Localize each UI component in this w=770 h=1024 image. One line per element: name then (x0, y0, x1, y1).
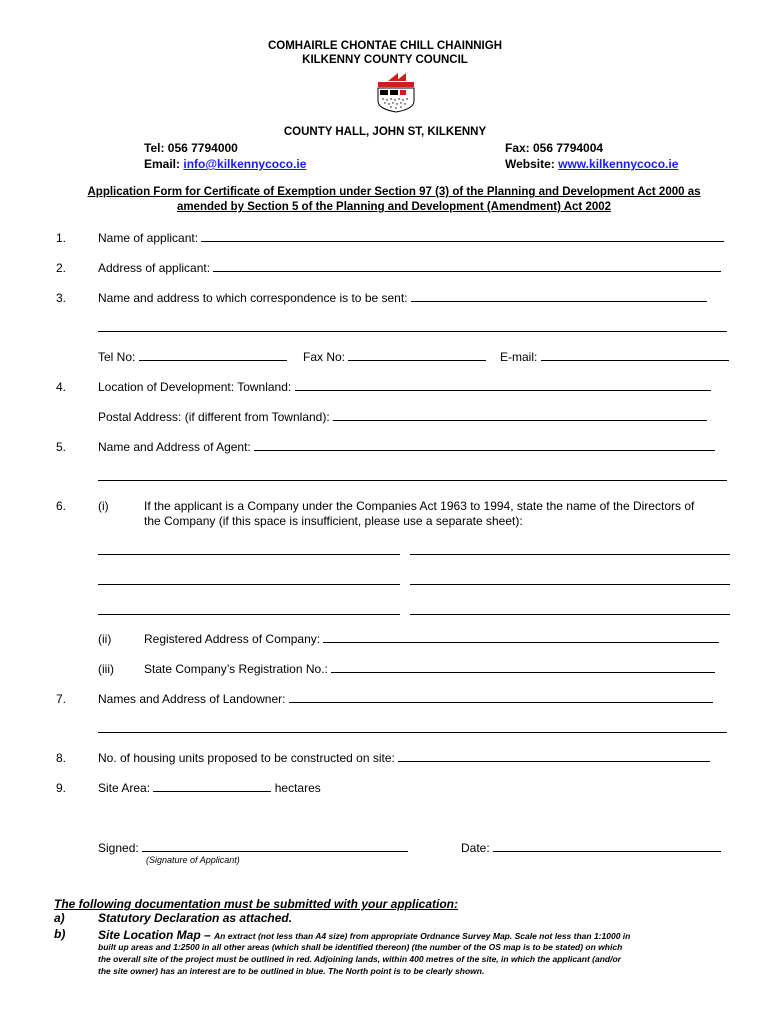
form-title-line1: Application Form for Certificate of Exemption under Section 97 (3) of the Planning and Development Act 2000 as (87, 186, 701, 198)
postal-address-row (98, 410, 707, 424)
housing-units-row (98, 751, 710, 765)
registration-no-row (144, 662, 715, 676)
landowner-label: Names and Address of Landowner: (98, 692, 286, 706)
correspondence-row (98, 291, 707, 305)
applicant-name-row (98, 231, 724, 245)
agent-field-line2[interactable] (98, 480, 727, 481)
website-label: Website: (505, 157, 559, 171)
townland-row (98, 380, 711, 394)
directors-instruction-line1: If the applicant is a Company under the Companies Act 1963 to 1994, state the name of the Directors of (144, 499, 695, 513)
contact-fax: Fax: 056 7794004 (505, 141, 604, 155)
site-area-field[interactable] (153, 790, 271, 792)
applicant-name-label: Name of applicant: (98, 231, 199, 245)
fax-row (303, 350, 486, 364)
registered-address-field[interactable] (323, 641, 719, 643)
item-number-1: 1. (56, 231, 67, 245)
fax-field[interactable] (348, 359, 486, 361)
site-area-label: Site Area: (98, 781, 151, 795)
date-row (461, 841, 721, 855)
council-address: COUNTY HALL, JOHN ST, KILKENNY (283, 126, 487, 138)
agent-row (98, 440, 715, 454)
item-number-8: 8. (56, 751, 67, 765)
date-field[interactable] (493, 850, 721, 852)
applicant-address-label: Address of applicant: (98, 261, 211, 275)
doc-b-text-line3: the overall site of the project must be outlined in red. Adjoining lands, within 400 metres of the site, in which the applicant (and/or (98, 954, 621, 964)
signature-field[interactable] (142, 850, 408, 852)
registration-no-label: State Company’s Registration No.: (144, 662, 328, 676)
email-row (500, 350, 729, 364)
signed-label: Signed: (98, 841, 139, 855)
email-link[interactable]: info@kilkennycoco.ie (183, 157, 307, 171)
doc-b-title: Site Location Map (98, 928, 201, 942)
townland-field[interactable] (295, 389, 711, 391)
council-name-english: KILKENNY COUNTY COUNCIL (302, 54, 468, 66)
item-number-5: 5. (56, 440, 67, 454)
date-label: Date: (461, 841, 490, 855)
landowner-field[interactable] (289, 701, 713, 703)
director-field-1[interactable] (98, 554, 400, 555)
council-crest-logo (374, 71, 418, 113)
contact-tel: Tel: 056 7794000 (144, 141, 238, 155)
applicant-address-row (98, 261, 721, 275)
doc-b-label: b) (54, 927, 66, 941)
email-field[interactable] (541, 359, 729, 361)
site-area-row (98, 781, 321, 795)
item-number-9: 9. (56, 781, 67, 795)
correspondence-field[interactable] (411, 300, 707, 302)
form-title-line2: amended by Section 5 of the Planning and Development (Amendment) Act 2002 (176, 201, 612, 213)
fax-label: Fax No: (303, 350, 346, 364)
signed-row (98, 841, 408, 855)
correspondence-label: Name and address to which correspondence is to be sent: (98, 291, 408, 305)
landowner-row (98, 692, 713, 706)
director-field-6[interactable] (410, 614, 730, 615)
tel-field[interactable] (139, 359, 287, 361)
doc-a-label: a) (54, 911, 65, 925)
doc-b-text-line4: the site owner) has an interest are to be outlined in blue. The North point is to be clearly shown. (98, 966, 485, 976)
contact-website-row (505, 157, 678, 171)
townland-label: Location of Development: Townland: (98, 380, 292, 394)
postal-address-label: Postal Address: (if different from Townland): (98, 410, 330, 424)
website-link[interactable]: www.kilkennycoco.ie (558, 157, 679, 171)
email-field-label: E-mail: (500, 350, 538, 364)
directors-instruction-line2: the Company (if this space is insufficient, please use a separate sheet): (144, 514, 523, 528)
registered-address-label: Registered Address of Company: (144, 632, 321, 646)
item-number-6: 6. (56, 499, 67, 513)
item-number-2: 2. (56, 261, 67, 275)
item-number-3: 3. (56, 291, 67, 305)
item-number-4: 4. (56, 380, 67, 394)
correspondence-field-line2[interactable] (98, 331, 727, 332)
agent-field[interactable] (254, 449, 715, 451)
housing-units-label: No. of housing units proposed to be constructed on site: (98, 751, 395, 765)
landowner-field-line2[interactable] (98, 732, 727, 733)
postal-address-field[interactable] (333, 419, 707, 421)
email-label: Email: (144, 157, 184, 171)
council-name-irish: COMHAIRLE CHONTAE CHILL CHAINNIGH (267, 40, 503, 52)
doc-a-text: Statutory Declaration as attached. (98, 911, 293, 925)
director-field-5[interactable] (98, 614, 400, 615)
doc-b-text-line2: built up areas and 1:2500 in all other areas (which shall be identified thereon) (the number of the OS map is to be stated) on which (98, 942, 623, 952)
registration-no-field[interactable] (331, 671, 715, 673)
doc-b-text-line1: An extract (not less than A4 size) from appropriate Ordnance Survey Map. Scale not less than 1:1000 in (214, 931, 631, 941)
contact-email-row (144, 157, 306, 171)
documentation-heading: The following documentation must be submitted with your application: (54, 897, 458, 911)
item-6-ii-label: (ii) (98, 632, 112, 646)
applicant-address-field[interactable] (213, 270, 721, 272)
tel-label: Tel No: (98, 350, 136, 364)
applicant-name-field[interactable] (201, 240, 724, 242)
tel-row (98, 350, 287, 364)
item-6-iii-label: (iii) (98, 662, 114, 676)
registered-address-row (144, 632, 719, 646)
housing-units-field[interactable] (398, 760, 710, 762)
director-field-4[interactable] (410, 584, 730, 585)
item-6-i-label: (i) (98, 499, 109, 513)
doc-b-dash: – (200, 928, 215, 942)
signature-note: (Signature of Applicant) (146, 855, 240, 865)
item-number-7: 7. (56, 692, 67, 706)
director-field-3[interactable] (98, 584, 400, 585)
agent-label: Name and Address of Agent: (98, 440, 251, 454)
site-area-unit: hectares (274, 781, 321, 795)
director-field-2[interactable] (410, 554, 730, 555)
